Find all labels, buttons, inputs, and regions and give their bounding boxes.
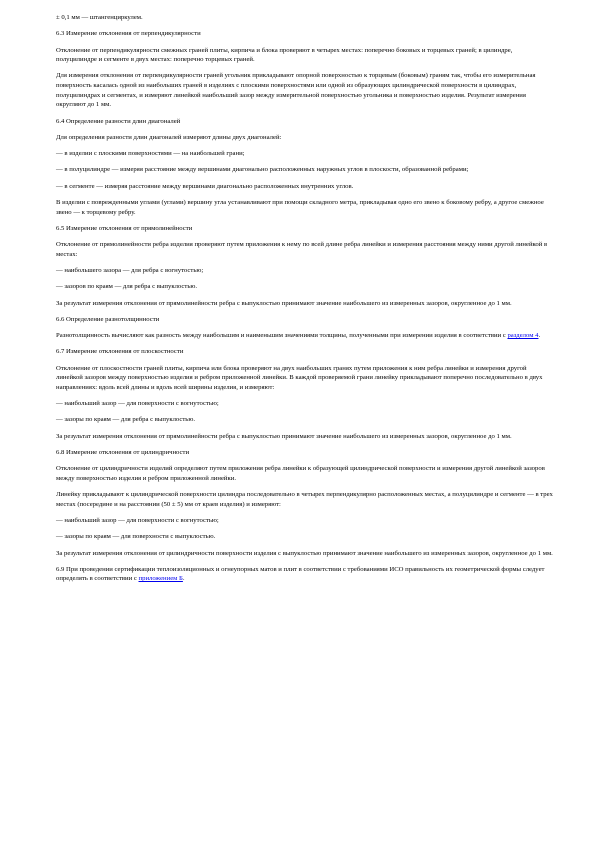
- paragraph-end: .: [538, 332, 541, 340]
- section-6-5-heading: 6.5 Измерение отклонения от прямолинейности: [56, 224, 193, 232]
- paragraph: [56, 490, 553, 509]
- paragraph: [56, 549, 553, 559]
- paragraph-text: Для определения разности длин диагоналей измеряют длины двух диагоналей:: [56, 133, 282, 141]
- paragraph-text: — зазоров по краям — для ребра с выпуклостью.: [56, 283, 198, 291]
- section-6-7-heading: 6.7 Измерение отклонения от плоскостности: [56, 348, 184, 356]
- paragraph: [56, 240, 553, 259]
- paragraph: [56, 71, 553, 109]
- paragraph: [56, 464, 553, 483]
- list-item: [56, 266, 553, 276]
- paragraph-text: — наибольший зазор — для поверхности с вогнутостью;: [56, 516, 219, 524]
- section-6-4-heading: 6.4 Определение разности длин диагоналей: [56, 117, 181, 125]
- list-item: [56, 516, 553, 526]
- paragraph-text: — зазоры по краям — для ребра с выпуклостью.: [56, 416, 196, 424]
- paragraph-text: Отклонение от цилиндричности изделий определяют путем приложения ребра линейки к образующей цилиндрической поверхности и измерения другой линейкой зазоров между поверхностью изделия и ребром приложенной линейки.: [56, 465, 545, 482]
- paragraph-text: Линейку прикладывают к цилиндрической поверхности цилиндра последовательно в четырех перпендикулярно расположенных местах, а полуцилиндре и сегменте — в трех местах (посередине и на расстоянии (50 ± 5) мм от краев изделия) и измеряют:: [56, 491, 553, 508]
- section-6-8-heading: 6.8 Измерение отклонения от цилиндричности: [56, 448, 190, 456]
- paragraph-text: Отклонение от перпендикулярности смежных граней плиты, кирпича и блока проверяют в четырех местах: поперечно боковых и торцевых граней; в цилиндре, полуцилиндре и сегменте в двух местах: поперечно торцевых граней.: [56, 46, 513, 64]
- paragraph-text: — в изделии с плоскими поверхностями — на наибольшей грани;: [56, 150, 245, 158]
- section-6-3-heading: 6.3 Измерение отклонения от перпендикулярности: [56, 30, 201, 38]
- list-item: [56, 282, 553, 292]
- paragraph-text-span: 6.9 При проведении сертификации теплоизоляционных и огнеупорных матов и плит в соответствии с требованиями ИСО правильность их геометрической формы следует определять в соответствии с: [56, 565, 545, 583]
- list-item: [56, 165, 553, 175]
- paragraph: [56, 46, 553, 65]
- section-6-9-paragraph: [56, 565, 553, 584]
- paragraph: [56, 299, 553, 309]
- paragraph-text: [56, 331, 553, 341]
- paragraph-text: — в полуцилиндре — измеряя расстояние между вершинами диагонально расположенных наружных углов в плоскости, образованной ребрами;: [56, 166, 469, 174]
- paragraph: [56, 331, 553, 341]
- intro-line: [56, 13, 553, 23]
- paragraph-text-span: Разнотолщинность вычисляют как разность между наибольшим и наименьшим значениями толщины, полученными при измерении изделия в соответствии с: [56, 332, 508, 340]
- paragraph-text: Отклонение от прямолинейности ребра изделия проверяют путем приложения к нему по всей длине ребра линейки и измерения расстояния между ними другой линейкой в местах:: [56, 241, 548, 258]
- paragraph-text: В изделии с поврежденными углами (углами) вершину угла устанавливают при помощи складного метра, прикладывая одно его звено к боковому ребру, а другое смежное звено — к торцевому ребру.: [56, 198, 544, 216]
- paragraph: [56, 364, 553, 393]
- section-4-link[interactable]: разделом 4: [507, 332, 539, 340]
- list-item: [56, 415, 553, 425]
- paragraph-text: За результат измерения отклонения от прямолинейности ребра с выпуклостью принимают значение наибольшего из измеренных зазоров, округленное до 1 мм.: [56, 299, 512, 307]
- paragraph-text: — наибольший зазор — для поверхности с вогнутостью;: [56, 400, 219, 408]
- list-item: [56, 182, 553, 192]
- paragraph-text: — в сегменте — измеряя расстояние между вершинами диагонально расположенных внутренних углов.: [56, 182, 354, 190]
- section-6-6-heading: 6.6 Определение разнотолщинности: [56, 315, 160, 323]
- paragraph: [56, 133, 553, 143]
- paragraph-text: — зазоры по краям — для поверхности с выпуклостью.: [56, 533, 216, 541]
- paragraph: [56, 432, 553, 442]
- list-item: [56, 532, 553, 542]
- paragraph-end: .: [182, 575, 185, 583]
- list-item: [56, 399, 553, 409]
- paragraph-text: За результат измерения отклонения от цилиндричности поверхности изделия с выпуклостью принимают значение наибольшего из измеренных зазоров, округленное до 1 мм.: [56, 549, 553, 557]
- paragraph: [56, 198, 553, 217]
- paragraph-text: [56, 565, 553, 584]
- list-item: [56, 149, 553, 159]
- paragraph-text: За результат измерения отклонения от прямолинейности ребра с выпуклостью принимают значение наибольшего из измеренных зазоров, округленное до 1 мм.: [56, 432, 512, 440]
- paragraph-text: Отклонение от плоскостности граней плиты, кирпича или блока проверяют на двух наибольших гранях путем приложения к ним ребра линейки и измерения другой линейкой зазоров между поверхностью изделия и ребром приложенной линейки. В каждой проверяемой грани линейку прикладывают поперечно последовательно в двух направлениях: вдоль всей длины и вдоль всей ширины изделия, и измеряют:: [56, 364, 543, 391]
- paragraph: ± 0,1 мм — штангенциркулем.: [56, 14, 143, 21]
- appendix-b-link[interactable]: приложением Б: [138, 575, 183, 583]
- paragraph-text: Для измерения отклонения от перпендикулярности граней угольник прикладывают опорной поверхностью к торцевым (боковым) граням так, чтобы его измерительная поверхность касалась одной из наибольших граней в изделиях с плоскими поверхностями или одной из образующих цилиндрической поверхности в цилиндрах, полуцилиндрах и сегментах, и измеряют линейкой наибольший зазор между измерительной поверхностью угольника и поверхностью изделия. Результат измерения округляют до 1 мм.: [56, 72, 536, 109]
- paragraph-text: — наибольшего зазора — для ребра с вогнутостью;: [56, 266, 204, 274]
